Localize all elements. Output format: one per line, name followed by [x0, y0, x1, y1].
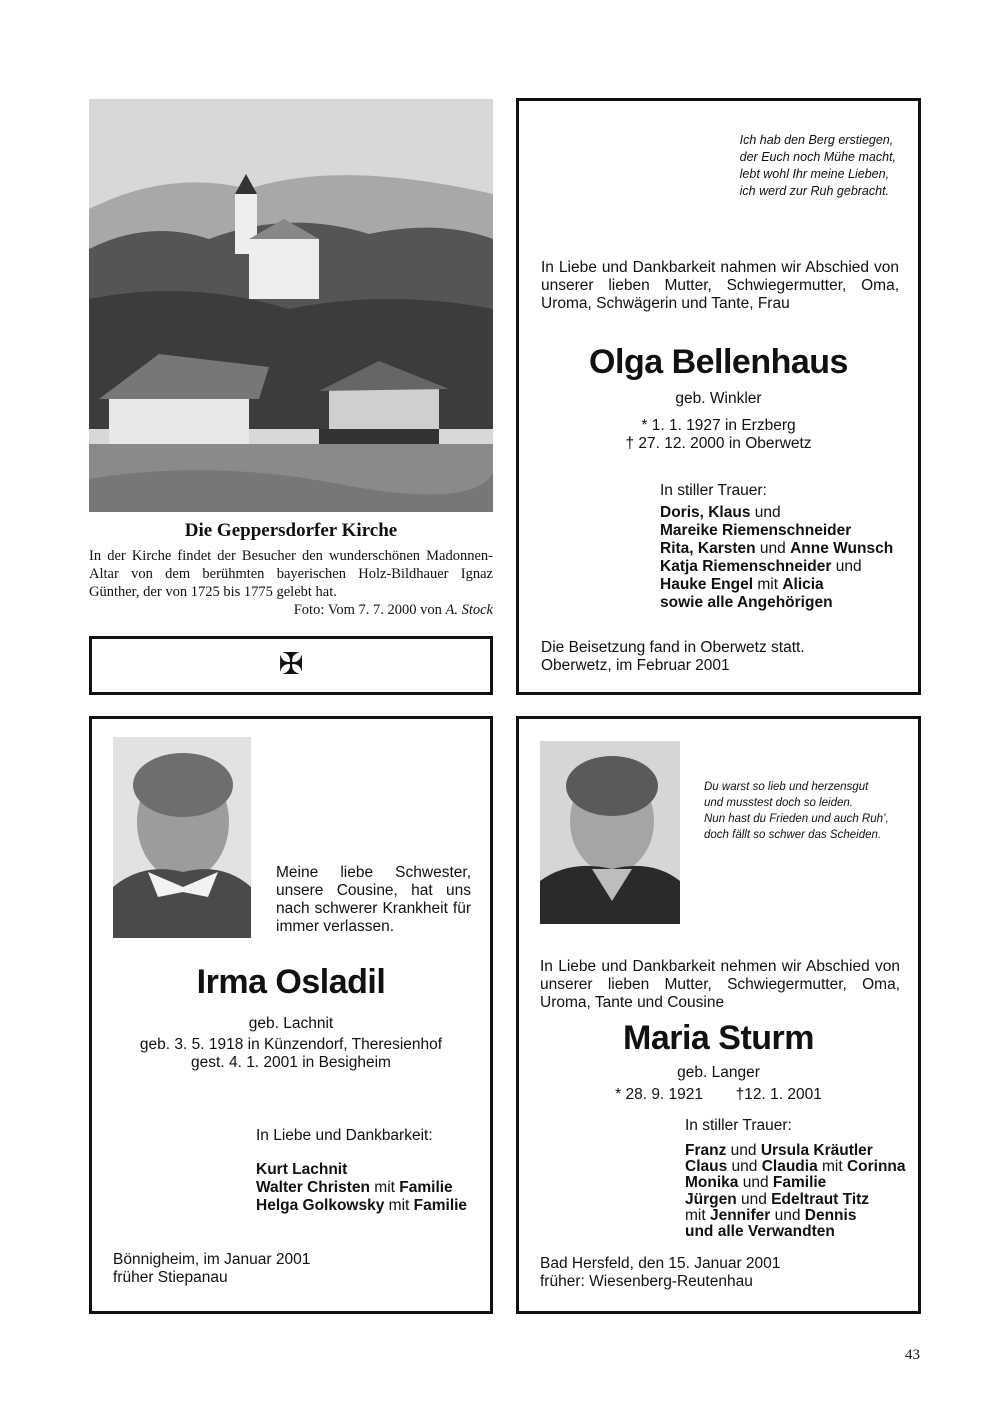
mourner-connector: mit [817, 1158, 847, 1176]
olga-mourning-label: In stiller Trauer: [660, 482, 767, 499]
irma-portrait-illustration [113, 737, 251, 938]
olga-place-date: Oberwetz, im Februar 2001 [541, 657, 730, 674]
maria-dates [519, 1086, 918, 1104]
maria-poem-line: und musstest doch so leiden. [704, 797, 853, 809]
irma-mourner-line [256, 1161, 467, 1179]
maria-mourner-line [685, 1159, 906, 1175]
mourner-connector: mit [369, 1179, 400, 1196]
irma-mourner-line [256, 1197, 467, 1215]
mourner-connector: und [770, 1206, 805, 1224]
olga-burial: Die Beisetzung fand in Oberwetz statt. [541, 639, 805, 656]
olga-intro: In Liebe und Dankbarkeit nahmen wir Abschied von unserer lieben Mutter, Schwiegermutter, Oma, Uroma, Schwägerin und Tante, Frau [541, 259, 899, 312]
mourner-connector: und [750, 504, 781, 521]
maria-mourning-label: In stiller Trauer: [685, 1117, 792, 1134]
irma-closing [113, 1251, 310, 1287]
olga-maiden-name: geb. Winkler [675, 390, 762, 407]
mourner-name: Mareike Riemenschneider [660, 522, 852, 539]
church-caption-text: In der Kirche findet der Besucher den wunderschönen Madonnen-Altar von dem berühmten bayerischen Holz-Bildhauer Ignaz Günther, der von 1725 bis 1775 gelebt hat. [89, 548, 493, 600]
olga-poem-line: Ich hab den Berg erstiegen, [739, 133, 894, 147]
cross-box [89, 636, 493, 695]
olga-mourner-line [660, 522, 893, 540]
olga-closing [541, 639, 805, 675]
mourner-name: Kurt Lachnit [256, 1161, 348, 1178]
maria-poem [704, 779, 889, 843]
maria-death: †12. 1. 2001 [735, 1086, 822, 1103]
mourner-name: Claudia [761, 1158, 818, 1176]
mourner-name: Alicia [782, 576, 824, 593]
mourner-name: Dennis [804, 1206, 857, 1224]
mourner-connector: und [736, 1190, 772, 1208]
mourner-name: Jürgen [685, 1190, 737, 1208]
church-caption [89, 547, 493, 619]
mourner-name: Familie [399, 1179, 453, 1196]
irma-place-date: Bönnigheim, im Januar 2001 [113, 1251, 311, 1268]
church-title: Die Geppersdorfer Kirche [184, 520, 398, 541]
church-photo [89, 99, 493, 512]
maria-mourner-line [685, 1224, 906, 1240]
maria-portrait-illustration [540, 741, 680, 924]
maria-place-date: Bad Hersfeld, den 15. Januar 2001 [540, 1255, 781, 1272]
mourner-name: Doris, Klaus [660, 504, 751, 521]
mourner-name: Corinna [846, 1158, 906, 1176]
olga-mourner-line [660, 540, 893, 558]
mourner-connector: mit [753, 576, 783, 593]
olga-poem-line: ich werd zur Ruh gebracht. [739, 184, 890, 198]
mourner-name: Familie [413, 1197, 468, 1214]
mourner-name: Walter Christen [256, 1179, 370, 1196]
mourner-name: Edeltraut Titz [771, 1190, 870, 1208]
obituary-irma-osladil [89, 716, 493, 1314]
photo-credit-text: Foto: Vom 7. 7. 2000 von [293, 602, 442, 618]
mourner-name: Hauke Engel [660, 576, 754, 593]
church-photo-illustration [89, 99, 493, 512]
irma-death: gest. 4. 1. 2001 in Besigheim [191, 1054, 391, 1071]
maria-closing [540, 1255, 780, 1291]
mourner-name: Familie [772, 1174, 827, 1192]
maria-mourner-line [685, 1192, 906, 1208]
irma-portrait [113, 737, 251, 938]
olga-name: Olga Bellenhaus [589, 343, 848, 381]
mourner-connector: mit [685, 1206, 710, 1224]
maria-poem-line: Nun hast du Frieden und auch Ruh’, [704, 813, 889, 825]
olga-poem-line: der Euch noch Mühe macht, [739, 150, 896, 164]
mourner-name: Ursula Kräutler [760, 1142, 873, 1159]
olga-poem-line: lebt wohl Ihr meine Lieben, [739, 167, 890, 181]
maria-intro: In Liebe und Dankbarkeit nehmen wir Abschied von unserer lieben Mutter, Schwiegermutter, Oma, Uroma, Tante und Cousine [540, 958, 900, 1011]
mourner-connector: und [831, 558, 862, 575]
maria-mourner-line [685, 1175, 906, 1191]
photo-credit [89, 601, 493, 619]
obituary-maria-sturm [516, 716, 921, 1314]
olga-birth: * 1. 1. 1927 in Erzberg [641, 417, 796, 434]
mourner-name: Helga Golkowsky [256, 1197, 385, 1214]
obituary-olga-bellenhaus [516, 98, 921, 695]
maria-poem-line: doch fällt so schwer das Scheiden. [704, 829, 882, 841]
olga-poem [740, 132, 896, 200]
mourner-name: Rita, Karsten [660, 540, 756, 557]
iron-cross-icon: ✠ [278, 647, 304, 682]
photo-credit-name: A. Stock [445, 602, 493, 618]
maria-origin: früher: Wiesenberg-Reutenhau [540, 1273, 753, 1290]
mourner-connector: mit [384, 1197, 414, 1214]
irma-origin: früher Stiepanau [113, 1269, 228, 1286]
maria-mourners [685, 1143, 906, 1240]
irma-mourning-label: In Liebe und Dankbarkeit: [256, 1127, 433, 1144]
olga-mourners [660, 504, 893, 612]
olga-mourner-line [660, 504, 893, 522]
irma-intro: Meine liebe Schwester, unsere Cousine, hat uns nach schwerer Krankheit für immer verlassen. [276, 864, 471, 935]
irma-name: Irma Osladil [196, 963, 386, 1001]
mourner-name: Claus [685, 1158, 728, 1176]
irma-dates [92, 1036, 490, 1072]
maria-birth: * 28. 9. 1921 [615, 1086, 704, 1103]
irma-mourners [256, 1161, 467, 1215]
mourner-connector: und [726, 1142, 761, 1159]
mourner-name: Anne Wunsch [790, 540, 894, 557]
maria-maiden-name: geb. Langer [677, 1064, 760, 1081]
olga-mourner-line [660, 594, 893, 612]
olga-mourner-line [660, 576, 893, 594]
olga-dates [519, 417, 918, 453]
olga-mourner-line [660, 558, 893, 576]
mourner-name: Monika [685, 1174, 739, 1192]
irma-birth: geb. 3. 5. 1918 in Künzendorf, Theresienhof [139, 1036, 443, 1053]
mourner-name: sowie alle Angehörigen [660, 594, 833, 611]
maria-portrait [540, 741, 680, 924]
maria-name: Maria Sturm [623, 1019, 814, 1057]
maria-mourner-line [685, 1208, 906, 1224]
mourner-connector: und [755, 540, 791, 557]
maria-poem-line: Du warst so lieb und herzensgut [704, 781, 869, 793]
mourner-name: und alle Verwandten [685, 1223, 835, 1241]
mourner-connector: und [727, 1158, 762, 1176]
mourner-name: Franz [685, 1142, 727, 1159]
irma-mourner-line [256, 1179, 467, 1197]
mourner-name: Katja Riemenschneider [660, 558, 832, 575]
maria-mourner-line [685, 1143, 906, 1159]
mourner-connector: und [738, 1174, 773, 1192]
olga-death: † 27. 12. 2000 in Oberwetz [625, 435, 812, 452]
page-number: 43 [905, 1347, 920, 1363]
irma-maiden-name: geb. Lachnit [248, 1015, 334, 1032]
mourner-name: Jennifer [709, 1206, 771, 1224]
